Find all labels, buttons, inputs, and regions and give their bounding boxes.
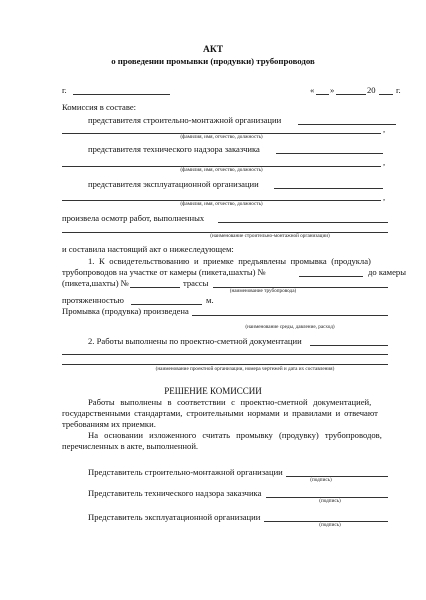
- day-blank: [316, 94, 329, 95]
- rep-tech-label: представителя технического надзора заказчика: [88, 144, 260, 154]
- caption-pipe: (наименование трубопровода): [229, 288, 297, 294]
- length-label: протяженностью: [62, 295, 124, 305]
- date-close-quote: »: [330, 85, 335, 95]
- rep-operation-blank: [274, 188, 383, 189]
- caption-project: (наименование проектной организации, номера чертежей и дата их составления): [155, 366, 335, 372]
- date-year: 20: [367, 85, 376, 95]
- signature-caption-1: (подпись): [310, 477, 332, 483]
- project-doc-blank-3: [62, 364, 388, 365]
- decision-line-3: требованиям их приемки.: [62, 419, 156, 429]
- caption-medium: (наименование среды, давление, расход): [245, 324, 335, 330]
- from-chamber-blank: [299, 276, 363, 277]
- to-chamber-blank: [130, 287, 180, 288]
- item2-label: 2. Работы выполнены по проектно-сметной документации: [88, 336, 302, 346]
- item1-line1: 1. К освидетельствованию и приемке предъявлены промывка (продукла): [88, 256, 371, 266]
- rep-construction-blank: [298, 124, 396, 125]
- caption-fio-2: (фамилия, имя, отчество, должность): [180, 167, 263, 173]
- city-prefix: г.: [62, 85, 67, 95]
- item1-line3-text: (пикета,шахты) №: [62, 278, 129, 288]
- commission-label: Комиссия в составе:: [62, 102, 137, 112]
- flush-medium-blank: [192, 315, 388, 316]
- item1-line3-end: трассы: [183, 278, 209, 288]
- item1-line2-text: трубопроводов на участке от камеры (пикета,шахты) №: [62, 267, 266, 277]
- length-unit: м.: [206, 295, 214, 305]
- inspection-blank: [218, 222, 388, 223]
- city-blank: [73, 94, 170, 95]
- act-title: АКТ: [202, 45, 224, 55]
- year-blank: [379, 94, 393, 95]
- item1-line2-end: до камеры: [368, 267, 407, 277]
- month-blank: [336, 94, 366, 95]
- signature-caption-3: (подпись): [319, 522, 341, 528]
- signature-caption-2: (подпись): [319, 498, 341, 504]
- flush-done-label: Промывка (продувка) произведена: [62, 306, 189, 316]
- date-open-quote: «: [310, 85, 315, 95]
- compiled-label: и составила настоящий акт о нижеследующем:: [62, 244, 234, 254]
- inspection-label: произвела осмотр работ, выполненных: [62, 213, 205, 223]
- rep-construction-label: представителя строительно-монтажной организации: [88, 115, 282, 125]
- project-doc-blank-2: [62, 354, 388, 355]
- comma-2: ,: [383, 157, 386, 167]
- comma-3: ,: [383, 192, 386, 202]
- signature-tech-label: Представитель технического надзора заказчика: [88, 488, 262, 498]
- date-suffix: г.: [396, 85, 401, 95]
- signature-operation-label: Представитель эксплуатационной организации: [88, 512, 261, 522]
- act-subtitle: о проведении промывки (продувки) трубопроводов: [111, 56, 315, 66]
- decision-line-2: государственными стандартами, строительными нормами и правилами и отвечают: [62, 408, 378, 418]
- signature-construction-label: Представитель строительно-монтажной организации: [88, 467, 283, 477]
- rep-operation-label: представителя эксплуатационной организации: [88, 179, 259, 189]
- caption-fio-1: (фамилия, имя, отчество, должность): [180, 134, 263, 140]
- decision-line-4: На основании изложенного считать промывку (продувку) трубопроводов,: [88, 430, 382, 440]
- length-blank: [131, 304, 202, 305]
- rep-tech-blank: [276, 153, 383, 154]
- caption-fio-3: (фамилия, имя, отчество, должность): [180, 201, 263, 207]
- decision-line-5: перечисленных в акте, выполненной.: [62, 441, 199, 451]
- caption-org: (наименование строительно-монтажной организации): [210, 233, 330, 239]
- comma-1: ,: [383, 124, 386, 134]
- decision-line-1: Работы выполнены в соответствии с проектно-сметной документацией,: [88, 397, 372, 407]
- project-doc-blank: [310, 345, 388, 346]
- decision-title: РЕШЕНИЕ КОМИССИИ: [164, 386, 262, 396]
